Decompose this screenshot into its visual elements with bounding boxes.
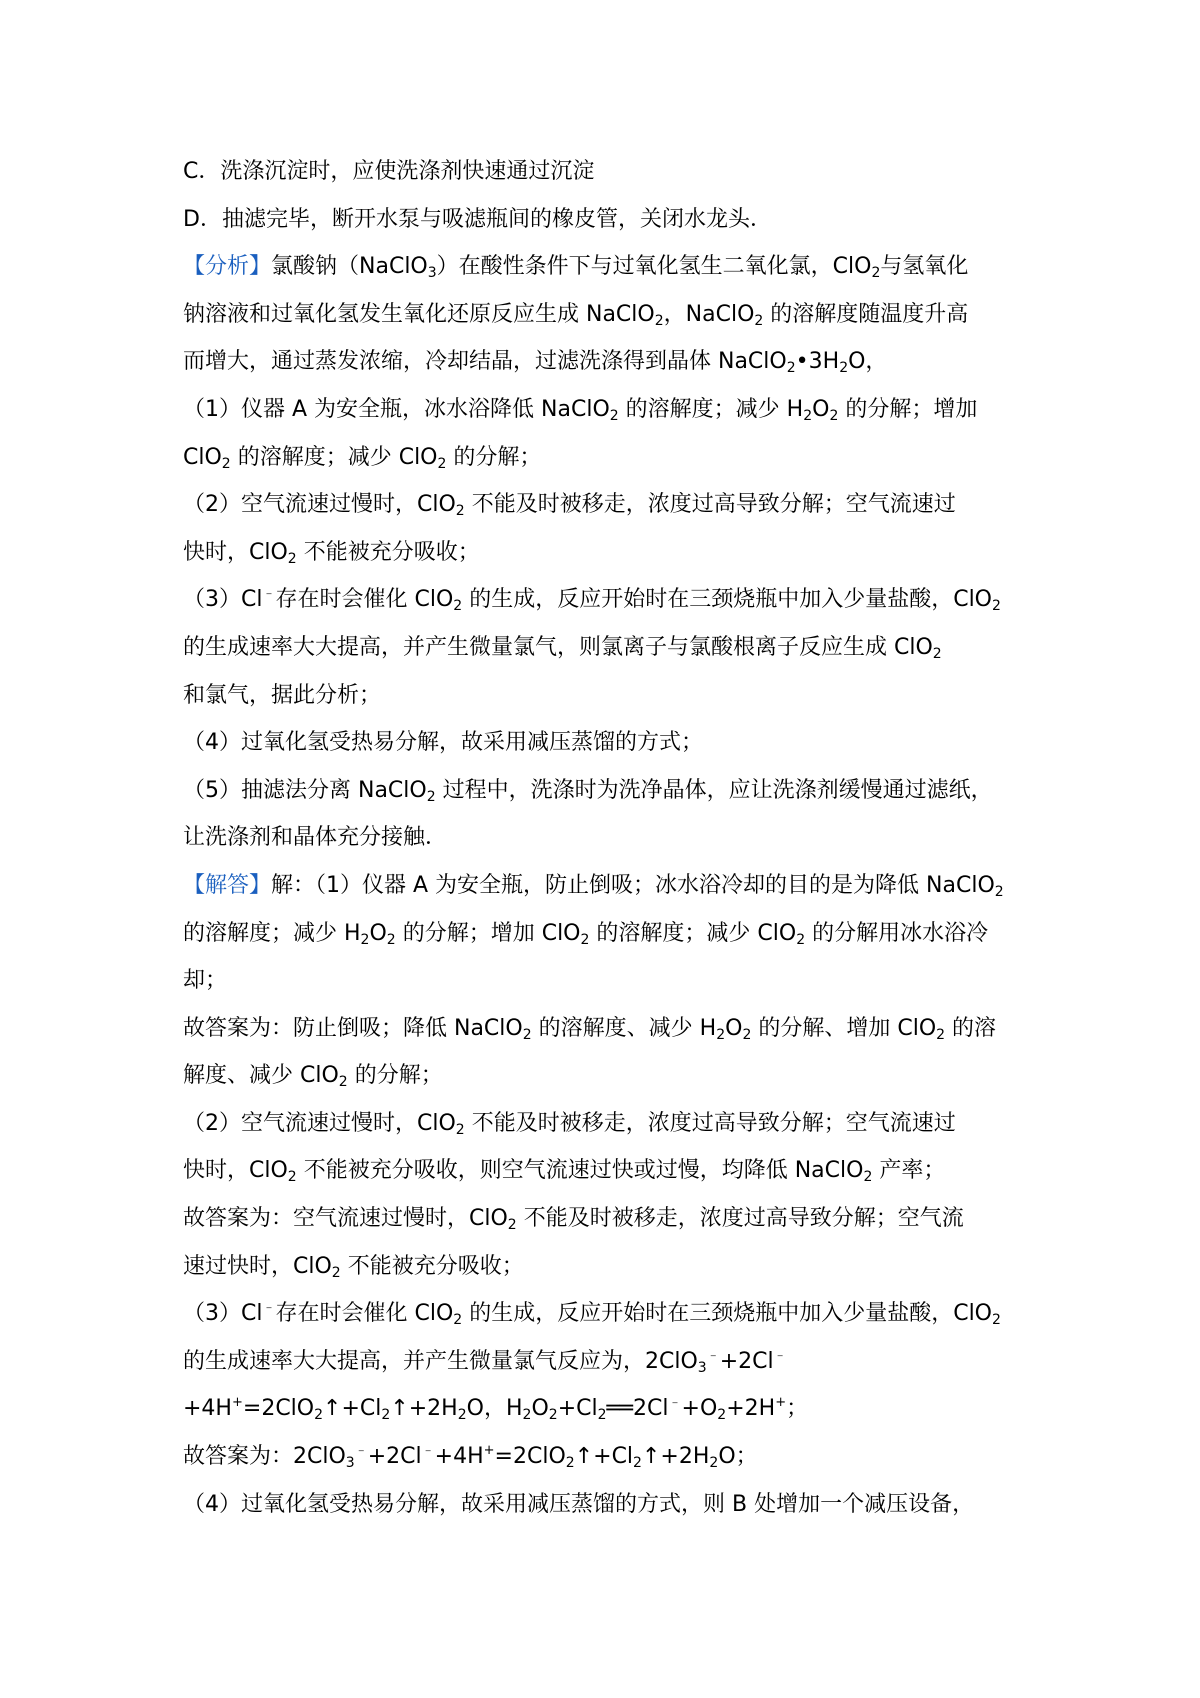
subscript: 2: [522, 1407, 532, 1424]
text-run: 的生成，反应开始时在三颈烧瓶中加入少量盐酸，ClO: [462, 587, 993, 613]
subscript: 2: [992, 1312, 1001, 1329]
text-line: [183, 1433, 1023, 1481]
text-run: O: [531, 1396, 549, 1422]
subscript: 2: [507, 1217, 517, 1234]
text-run: 不能及时被移走，浓度过高导致分解；空气流: [516, 1206, 964, 1232]
subscript: 2: [287, 1169, 297, 1186]
text-run: 而增大，通过蒸发浓缩，冷却结晶，过滤洗涤得到晶体 NaClO: [183, 349, 787, 375]
subscript: 2: [437, 455, 447, 472]
subscript: 2: [803, 407, 813, 424]
subscript: 2: [936, 1026, 946, 1043]
text-run: 快时，ClO: [183, 539, 288, 565]
text-run: 不能及时被移走，浓度过高导致分解；空气流速过: [464, 492, 956, 518]
subscript: 2: [871, 265, 881, 282]
text-run: （4）过氧化氢受热易分解，故采用减压蒸馏的方式；: [183, 730, 703, 756]
text-run: 与氢氧化: [880, 254, 969, 280]
text-run: 的溶解度、减少 H: [531, 1015, 717, 1041]
subscript: 2: [565, 1455, 575, 1472]
text-run: 不能被充分吸收；: [340, 1253, 524, 1279]
text-run: +4H: [183, 1396, 232, 1422]
text-run: 的生成速率大大提高，并产生微量氯气，则氯离子与氯酸根离子反应生成 ClO: [183, 634, 933, 660]
text-run: 的分解；: [446, 444, 542, 470]
text-run: 解：（1）仪器 A 为安全瓶，防止倒吸；冰水浴冷却的目的是为降低 NaClO: [271, 872, 995, 898]
text-run: （2）空气流速过慢时，ClO: [183, 1110, 456, 1136]
text-run: 的分解；增加 ClO: [395, 920, 581, 946]
text-line: [183, 481, 1023, 529]
text-run: ）在酸性条件下与过氧化氢生二氧化氯，ClO: [436, 254, 872, 280]
subscript: 2: [386, 931, 396, 948]
text-run: 的分解；: [347, 1063, 443, 1089]
text-run: （5）抽滤法分离 NaClO: [183, 777, 427, 803]
text-run: 的生成速率大大提高，并产生微量氯气反应为，2ClO: [183, 1348, 698, 1374]
subscript: 2: [932, 645, 942, 662]
subscript: 2: [453, 598, 463, 615]
subscript: 2: [654, 312, 664, 329]
text-run: （3）Cl: [183, 587, 263, 613]
text-line: [183, 957, 1023, 1005]
text-run: O: [725, 1015, 743, 1041]
text-run: 的分解、增加 ClO: [751, 1015, 937, 1041]
text-run: （4）过氧化氢受热易分解，故采用减压蒸馏的方式，则 B 处增加一个减压设备，: [183, 1491, 975, 1517]
text-line: [183, 529, 1023, 577]
subscript: 2: [314, 1407, 324, 1424]
text-line: [183, 576, 1023, 624]
text-line: [183, 338, 1023, 386]
text-line: [183, 1052, 1023, 1100]
text-line: [183, 1195, 1023, 1243]
text-line: [183, 1147, 1023, 1195]
text-line: [183, 1338, 1023, 1386]
subscript: 2: [548, 1407, 558, 1424]
text-run: 产率；: [872, 1158, 946, 1184]
text-run: ══2Cl: [606, 1396, 669, 1422]
answer-tag: 【解答】: [183, 872, 272, 898]
subscript: 2: [863, 1169, 873, 1186]
superscript: ﹣: [668, 1395, 682, 1411]
text-run: O；: [718, 1444, 758, 1470]
subscript: 3: [427, 265, 437, 282]
text-run: 不能被充分吸收；: [296, 539, 480, 565]
document-page: [183, 148, 1023, 1528]
text-line: [183, 767, 1023, 815]
text-run: +2H: [726, 1396, 776, 1422]
text-run: 存在时会催化 ClO: [275, 587, 454, 613]
text-line: [183, 624, 1023, 672]
subscript: 2: [426, 788, 436, 805]
text-run: 存在时会催化 ClO: [275, 1301, 454, 1327]
text-line: [183, 434, 1023, 482]
text-line: [183, 386, 1023, 434]
text-run: O: [369, 920, 387, 946]
text-run: 速过快时，ClO: [183, 1253, 332, 1279]
subscript: 2: [709, 1455, 719, 1472]
subscript: 2: [754, 312, 764, 329]
text-line: [183, 1243, 1023, 1291]
text-run: 的溶解度随温度升高: [763, 301, 969, 327]
subscript: 2: [609, 407, 619, 424]
text-run: 快时，ClO: [183, 1158, 288, 1184]
text-run: 的分解；增加: [838, 396, 978, 422]
superscript: ﹣: [706, 1347, 720, 1363]
subscript: 2: [360, 931, 370, 948]
subscript: 2: [522, 1026, 532, 1043]
text-line: [183, 1290, 1023, 1338]
text-line: [183, 672, 1023, 720]
text-line: [183, 862, 1023, 910]
text-line: [183, 1005, 1023, 1053]
text-run: 的溶: [945, 1015, 997, 1041]
subscript: 2: [287, 550, 297, 567]
text-run: ClO: [183, 444, 222, 470]
text-run: ；: [786, 1396, 809, 1422]
subscript: 2: [633, 1455, 642, 1472]
text-line: [183, 1100, 1023, 1148]
text-run: （1）仪器 A 为安全瓶，冰水浴降低 NaClO: [183, 396, 610, 422]
text-run: O，: [848, 349, 888, 375]
text-run: 的生成，反应开始时在三颈烧瓶中加入少量盐酸，ClO: [462, 1301, 993, 1327]
subscript: 2: [455, 503, 465, 520]
text-run: 不能被充分吸收，则空气流速过快或过慢，均降低 NaClO: [296, 1158, 864, 1184]
subscript: 3: [697, 1359, 707, 1376]
text-run: （3）Cl: [183, 1301, 263, 1327]
subscript: 2: [580, 931, 590, 948]
text-run: 故答案为：防止倒吸；降低 NaClO: [183, 1015, 523, 1041]
text-line: [183, 148, 1023, 196]
text-line: [183, 291, 1023, 339]
subscript: 2: [331, 1264, 341, 1281]
text-run: ↑+2H: [390, 1396, 458, 1422]
text-run: 故答案为：2ClO: [183, 1444, 346, 1470]
text-run: •3H: [795, 349, 840, 375]
text-run: =2ClO: [242, 1396, 315, 1422]
subscript: 2: [717, 1407, 727, 1424]
text-run: ↑+Cl: [323, 1396, 382, 1422]
text-run: 却；: [183, 968, 228, 994]
subscript: 2: [829, 407, 839, 424]
text-run: +Cl: [557, 1396, 598, 1422]
text-run: 不能及时被移走，浓度过高导致分解；空气流速过: [464, 1110, 956, 1136]
analysis-tag: 【分析】: [183, 254, 272, 280]
text-line: [183, 243, 1023, 291]
subscript: 3: [345, 1455, 355, 1472]
text-line: [183, 814, 1023, 862]
superscript: ﹣: [262, 1300, 276, 1316]
text-line: [183, 910, 1023, 958]
option-c-text: C．洗涤沉淀时，应使洗涤剂快速通过沉淀: [183, 159, 595, 184]
text-run: O: [812, 396, 830, 422]
text-run: +4H: [434, 1444, 484, 1470]
superscript: +: [483, 1443, 495, 1459]
text-line: [183, 1481, 1023, 1529]
subscript: 2: [221, 455, 231, 472]
text-run: ，NaClO: [663, 301, 755, 327]
subscript: 2: [716, 1026, 726, 1043]
subscript: 2: [455, 1121, 465, 1138]
text-run: +2Cl: [719, 1348, 774, 1374]
text-run: 的分解用冰水浴冷: [805, 920, 989, 946]
text-run: 钠溶液和过氧化氢发生氧化还原反应生成 NaClO: [183, 301, 655, 327]
text-run: 让洗涤剂和晶体充分接触．: [183, 825, 448, 851]
subscript: 2: [994, 883, 1004, 900]
text-run: +O: [681, 1396, 718, 1422]
text-run: 故答案为：空气流速过慢时，ClO: [183, 1206, 508, 1232]
text-line: [183, 1385, 1023, 1433]
subscript: 2: [453, 1312, 463, 1329]
text-run: 的溶解度；减少 ClO: [589, 920, 797, 946]
text-run: =2ClO: [494, 1444, 566, 1470]
subscript: 2: [457, 1407, 467, 1424]
superscript: +: [775, 1395, 787, 1411]
subscript: 2: [338, 1074, 348, 1091]
text-run: 的溶解度；减少 H: [183, 920, 361, 946]
superscript: ﹣: [262, 586, 276, 602]
superscript: +: [231, 1395, 243, 1411]
option-d-text: D．抽滤完毕，断开水泵与吸滤瓶间的橡皮管，关闭水龙头．: [183, 206, 772, 232]
superscript: ﹣: [773, 1347, 787, 1363]
subscript: 2: [992, 598, 1001, 615]
text-run: O，H: [466, 1396, 523, 1422]
subscript: 2: [796, 931, 806, 948]
text-run: （2）空气流速过慢时，ClO: [183, 492, 456, 518]
text-run: 和氯气，据此分析；: [183, 682, 382, 708]
text-run: ↑+Cl: [574, 1444, 634, 1470]
text-run: 解度、减少 ClO: [183, 1063, 339, 1089]
text-line: [183, 196, 1023, 244]
text-run: 的溶解度；减少 ClO: [230, 444, 438, 470]
superscript: ﹣: [354, 1443, 368, 1459]
text-line: [183, 719, 1023, 767]
subscript: 2: [786, 360, 796, 377]
subscript: 2: [742, 1026, 752, 1043]
text-run: ↑+2H: [641, 1444, 710, 1470]
subscript: 2: [597, 1407, 607, 1424]
subscript: 2: [839, 360, 849, 377]
text-run: 的溶解度；减少 H: [618, 396, 804, 422]
text-run: 氯酸钠（NaClO: [271, 254, 428, 280]
text-run: +2Cl: [367, 1444, 422, 1470]
text-run: 过程中，洗涤时为洗净晶体，应让洗涤剂缓慢通过滤纸，: [435, 777, 993, 803]
subscript: 2: [381, 1407, 391, 1424]
superscript: ﹣: [421, 1443, 435, 1459]
